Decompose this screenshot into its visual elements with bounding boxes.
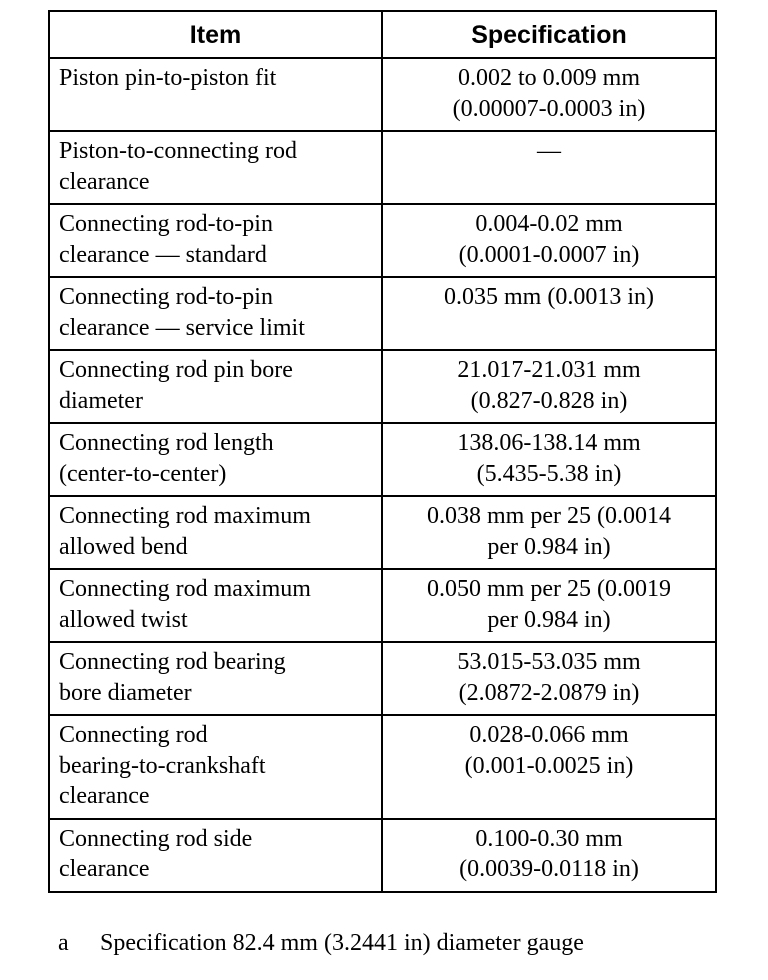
- footnote-text: Specification 82.4 mm (3.2441 in) diameter gauge: [100, 930, 584, 956]
- item-text-line: Connecting rod maximum: [59, 576, 311, 602]
- item-cell: [49, 277, 382, 350]
- specification-text-line: (0.00007-0.0003 in): [452, 95, 646, 122]
- table-row: [49, 642, 716, 715]
- specification-text-line: 21.017-21.031 mm: [457, 357, 641, 383]
- specification-text-line: (0.0039-0.0118 in): [459, 856, 639, 882]
- item-text-line: Piston-to-connecting rod: [59, 138, 297, 164]
- specification-text-line: —: [537, 138, 561, 164]
- table-row: [49, 569, 716, 642]
- specification-text-line: 0.100-0.30 mm: [475, 825, 623, 852]
- item-text-line: (center-to-center): [59, 460, 227, 487]
- specification-text-line: (0.827-0.828 in): [470, 387, 628, 414]
- item-text-line: clearance — standard: [59, 241, 267, 268]
- specification-cell: [382, 642, 716, 715]
- table-row: [49, 715, 716, 819]
- specification-text-line: 0.035 mm (0.0013 in): [444, 284, 654, 310]
- table-row: [49, 131, 716, 204]
- item-text-line: clearance — service limit: [59, 314, 305, 341]
- specification-cell: [382, 350, 716, 423]
- item-text-line: Connecting rod-to-pin: [59, 284, 273, 310]
- table-row: [49, 277, 716, 350]
- item-cell: [49, 423, 382, 496]
- table-row: [49, 350, 716, 423]
- footnote-marker: a: [58, 930, 69, 956]
- item-text-line: Connecting rod side: [59, 825, 253, 852]
- item-text-line: Connecting rod maximum: [59, 503, 311, 529]
- specification-cell: [382, 819, 716, 892]
- item-text-line: clearance: [59, 783, 150, 809]
- item-text-line: bore diameter: [59, 679, 192, 706]
- table-row: [49, 819, 716, 892]
- specification-cell: [382, 58, 716, 131]
- item-cell: [49, 58, 382, 131]
- specification-text-line: 53.015-53.035 mm: [457, 649, 641, 675]
- item-cell: [49, 819, 382, 892]
- specification-text-line: per 0.984 in): [487, 533, 611, 560]
- item-text-line: Connecting rod bearing: [59, 649, 286, 675]
- footnote: [58, 928, 584, 958]
- item-text-line: diameter: [59, 387, 143, 414]
- specification-text-line: (5.435-5.38 in): [476, 460, 622, 487]
- specification-cell: [382, 277, 716, 350]
- item-text-line: clearance: [59, 168, 150, 195]
- specification-cell: [382, 569, 716, 642]
- item-cell: [49, 350, 382, 423]
- specification-text-line: 0.004-0.02 mm: [475, 211, 623, 237]
- specification-text-line: 0.050 mm per 25 (0.0019: [427, 576, 671, 602]
- item-text-line: Piston pin-to-piston fit: [59, 65, 277, 91]
- item-cell: [49, 204, 382, 277]
- item-cell: [49, 131, 382, 204]
- specification-cell: [382, 423, 716, 496]
- table-header-row: [49, 11, 716, 58]
- item-cell: [49, 569, 382, 642]
- specification-text-line: (0.001-0.0025 in): [464, 752, 634, 779]
- specification-column-header: Specification: [382, 11, 716, 58]
- specification-cell: [382, 204, 716, 277]
- specification-cell: [382, 496, 716, 569]
- specification-text-line: 0.002 to 0.009 mm: [457, 65, 640, 91]
- table-row: [49, 58, 716, 131]
- item-text-line: allowed bend: [59, 533, 188, 560]
- specification-cell: [382, 131, 716, 204]
- item-text-line: Connecting rod pin bore: [59, 357, 293, 383]
- item-text-line: Connecting rod: [59, 722, 208, 748]
- table-row: [49, 204, 716, 277]
- table-body: [49, 58, 716, 892]
- item-cell: [49, 715, 382, 819]
- specification-text-line: 0.038 mm per 25 (0.0014: [427, 503, 671, 529]
- table-row: [49, 423, 716, 496]
- item-text-line: Connecting rod length: [59, 430, 274, 456]
- item-text-line: clearance: [59, 856, 150, 882]
- table-row: [49, 496, 716, 569]
- specification-text-line: per 0.984 in): [487, 606, 611, 633]
- item-cell: [49, 496, 382, 569]
- specification-text-line: 0.028-0.066 mm: [469, 722, 629, 748]
- specification-text-line: (0.0001-0.0007 in): [458, 241, 640, 268]
- specification-text-line: (2.0872-2.0879 in): [458, 679, 640, 706]
- specification-table: [48, 10, 717, 893]
- item-cell: [49, 642, 382, 715]
- item-text-line: bearing-to-crankshaft: [59, 752, 266, 779]
- specification-cell: [382, 715, 716, 819]
- item-column-header: Item: [49, 11, 382, 58]
- item-text-line: allowed twist: [59, 606, 188, 633]
- item-text-line: Connecting rod-to-pin: [59, 211, 273, 237]
- specification-text-line: 138.06-138.14 mm: [457, 430, 641, 456]
